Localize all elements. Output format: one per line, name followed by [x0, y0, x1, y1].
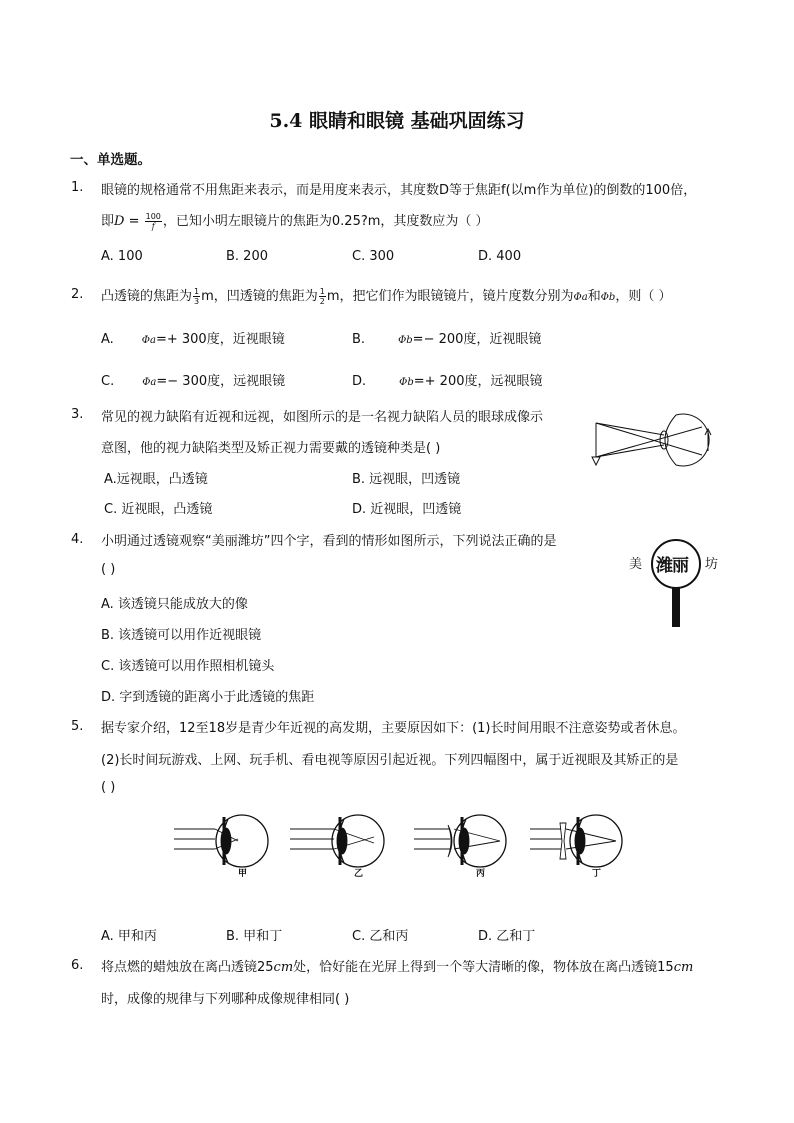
ray-top: [596, 423, 702, 455]
option-a[interactable]: A. 100: [101, 249, 143, 264]
fraction-1-2: $\frac{1}{2}$: [319, 287, 325, 306]
figure-label-bing: 丙: [476, 869, 486, 879]
phi-b: Φb: [600, 292, 616, 303]
figure-char-right: 坊: [705, 557, 719, 572]
option-b[interactable]: B. 甲和丁: [226, 929, 283, 944]
fraction-1-3: $\frac{1}{3}$: [194, 287, 200, 306]
option-b[interactable]: B. 远视眼，凹透镜: [352, 472, 461, 487]
equals: =: [124, 214, 144, 229]
option-a[interactable]: A. Φa=+ 300度，近视眼镜: [101, 332, 285, 347]
question-number: 1.: [71, 180, 84, 195]
section-heading: 一、单选题。: [70, 152, 151, 168]
question-number: 5.: [71, 719, 84, 734]
figure-label-ding: 丁: [592, 869, 602, 879]
option-d[interactable]: D. 乙和丁: [478, 929, 536, 944]
lens: [660, 431, 668, 449]
question-number: 6.: [71, 958, 84, 973]
option-d[interactable]: D. Φb=+ 200度，远视眼镜: [352, 374, 543, 389]
phi-a: Φa: [573, 292, 588, 303]
cornea: [665, 415, 676, 465]
text-rest: ，已知小明左眼镜片的焦距为0.25?m，其度数应为（ ）: [162, 214, 489, 229]
question-text-line2: 时，成像的规律与下列哪种成像规律相同( ): [101, 992, 350, 1007]
ray-edge-bottom: [596, 445, 664, 457]
question-text: 小明通过透镜观察“美丽潍坊”四个字，看到的情形如图所示，下列说法正确的是: [101, 534, 557, 549]
option-b[interactable]: B. 200: [226, 249, 268, 264]
eye-ding: [530, 815, 622, 867]
eye-jia: [174, 815, 268, 867]
option-d[interactable]: D. 400: [478, 249, 522, 264]
object-arrow: [592, 423, 600, 465]
magnified-text: 潍丽: [656, 556, 688, 576]
option-c[interactable]: C. 乙和丙: [352, 929, 409, 944]
option-b[interactable]: B. Φb=− 200度，近视眼镜: [352, 332, 542, 347]
question-text-line2: (2)长时间玩游戏、上网、玩手机、看电视等原因引起近视。下列四幅图中，属于近视眼及其矫正的是: [101, 753, 679, 768]
option-c[interactable]: C. 该透镜可以用作照相机镜头: [101, 659, 275, 674]
eyeball: [676, 414, 709, 466]
fraction-100-over-f: $\frac{100}{f}$: [145, 212, 161, 231]
figure-char-left: 美: [629, 557, 643, 572]
ray-bottom: [596, 427, 702, 457]
variable-D: D: [114, 214, 125, 229]
question-text-line3: ( ): [101, 780, 116, 795]
question-text: 眼镜的规格通常不用焦距来表示，而是用度来表示，其度数D等于焦距f(以m作为单位)的倒数的100倍，: [101, 183, 697, 198]
question-number: 3.: [71, 407, 84, 422]
question-text: 凸透镜的焦距为 $\frac{1}{3}$ m，凹透镜的焦距为 $\frac{1}{2}$ m，把它们作为眼镜镜片，镜片度数分别为Φa和Φb，则（ ）: [101, 287, 672, 306]
question-text: 据专家介绍，12至18岁是青少年近视的高发期，主要原因如下：(1)长时间用眼不注意姿势或者休息。: [101, 721, 686, 736]
question-text: 将点燃的蜡烛放在离凸透镜25cm处，恰好能在光屏上得到一个等大清晰的像，物体放在离凸透镜15cm: [101, 960, 694, 975]
option-c[interactable]: C. 300: [352, 249, 395, 264]
eye-diagram: [590, 405, 730, 475]
eye-yi: [290, 815, 384, 867]
text-pre: 即: [101, 214, 115, 229]
option-d[interactable]: D. 字到透镜的距离小于此透镜的焦距: [101, 690, 315, 705]
option-b[interactable]: B. 该透镜可以用作近视眼镜: [101, 628, 262, 643]
question-text-line2: [101, 210, 489, 231]
question-number: 4.: [71, 532, 84, 547]
option-a[interactable]: A. 甲和丙: [101, 929, 157, 944]
option-a[interactable]: A. 该透镜只能成放大的像: [101, 597, 248, 612]
option-c[interactable]: C. 近视眼，凸透镜: [104, 502, 213, 517]
option-a[interactable]: A.远视眼，凸透镜: [104, 472, 208, 487]
question-text: 常见的视力缺陷有近视和远视，如图所示的是一名视力缺陷人员的眼球成像示: [101, 410, 544, 425]
figure-label-jia: 甲: [238, 869, 248, 879]
option-c[interactable]: C. Φa=− 300度，远视眼镜: [101, 374, 286, 389]
eye-bing: [414, 815, 506, 867]
page-title: 5.4 眼睛和眼镜 基础巩固练习: [269, 110, 525, 132]
question-text-line2: ( ): [101, 562, 116, 577]
figure-label-yi: 乙: [354, 869, 364, 879]
question-text-line2: 意图，他的视力缺陷类型及矫正视力需要戴的透镜种类是( ): [101, 441, 441, 456]
option-d[interactable]: D. 近视眼，凹透镜: [352, 502, 462, 517]
question-number: 2.: [71, 287, 84, 302]
